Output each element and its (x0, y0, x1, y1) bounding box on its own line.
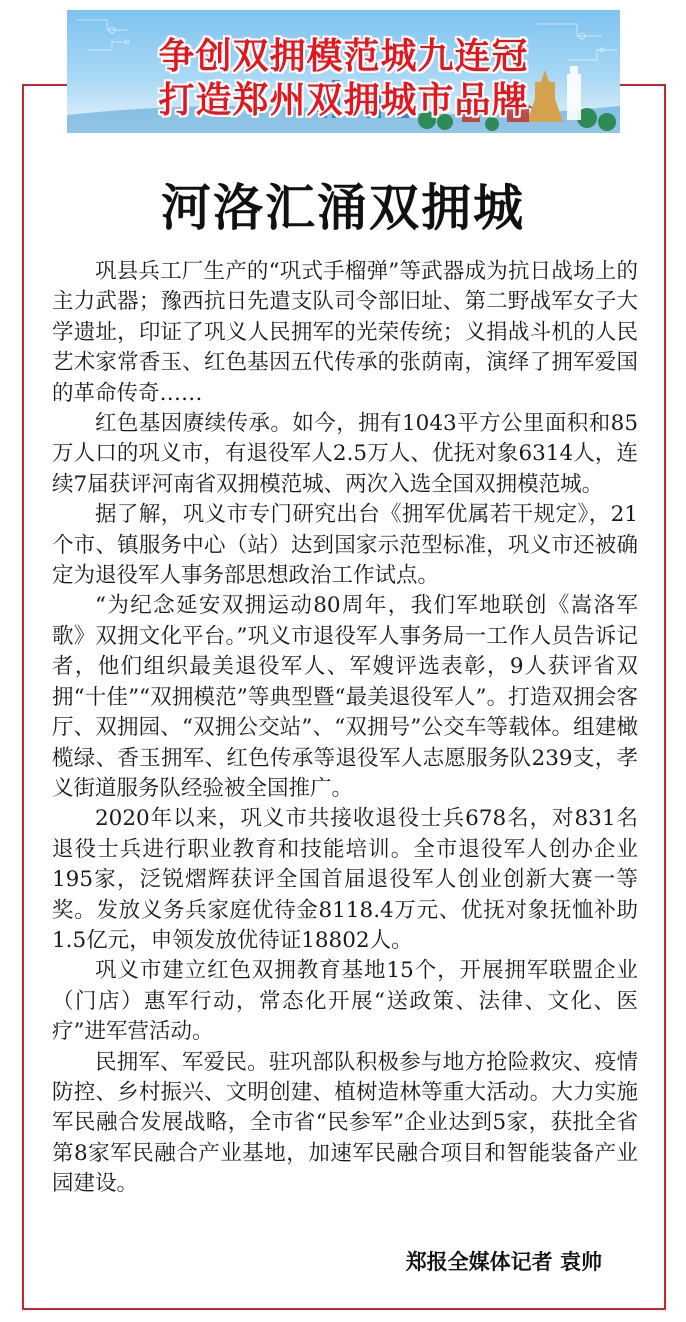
article-body (52, 257, 638, 1200)
frame-top-right-edge (620, 84, 666, 86)
paragraph: 2020年以来，巩义市共接收退役士兵678名，对831名退役士兵进行职业教育和技能培训。全市退役军人创办企业195家，泛锐熠辉获评全国首届退役军人创业创新大赛一等奖。发放义务兵家庭优待金8118.4万元、优抚对象抚恤补助1.5亿元，申领发放优待证18802人。 (52, 806, 638, 953)
article-headline: 河洛汇涌双拥城 (161, 179, 525, 237)
banner-title-line-2: 打造郑州双拥城市品牌 (158, 80, 529, 121)
paragraph: 红色基因赓续传承。如今，拥有1043平方公里面积和85万人口的巩义市，有退役军人2.5万人、优抚对象6314人，连续7届获评河南省双拥模范城、两次入选全国双拥模范城。 (52, 411, 638, 497)
paragraph: 巩义市建立红色双拥教育基地15个，开展拥军联盟企业（门店）惠军行动，常态化开展“送政策、法律、文化、医疗”进军营活动。 (52, 958, 638, 1045)
paragraph: “为纪念延安双拥运动80周年，我们军地联创《嵩洛军歌》双拥文化平台。”巩义市退役军人事务局一工作人员告诉记者，他们组织最美退役军人、军嫂评选表彰，9人获评省双拥“十佳”“双拥模范”等典型暨“最美退役军人”。打造双拥会客厅、双拥园、“双拥公交站”、“双拥号”公交车等载体。组建橄榄绿、香玉拥军、红色传承等退役军人志愿服务队239支，孝义街道服务队经验被全国推广。 (52, 593, 638, 801)
paragraph: 据了解，巩义市专门研究出台《拥军优属若干规定》，21个市、镇服务中心（站）达到国家示范型标准，巩义市还被确定为退役军人事务部思想政治工作试点。 (52, 502, 638, 589)
frame-top-left-edge (22, 84, 68, 86)
paragraph: 民拥军、军爱民。驻巩部队积极参与地方抢险救灾、疫情防控、乡村振兴、文明创建、植树造林等重大活动。大力实施军民融合发展战略，全市省“民参军”企业达到5家，获批全省第8家军民融合产业基地，加速军民融合项目和智能装备产业园建设。 (52, 1049, 638, 1197)
header-banner (67, 10, 620, 133)
banner-title-line-1: 争创双拥模范城九连冠 (158, 36, 529, 77)
paragraph: 巩县兵工厂生产的“巩式手榴弹”等武器成为抗日战场上的主力武器；豫西抗日先遣支队司令部旧址、第二野战军女子大学遗址，印证了巩义人民拥军的光荣传统；义捐战斗机的人民艺术家常香玉、红色基因五代传承的张荫南，演绎了拥军爱国的革命传奇…… (52, 259, 638, 406)
article-byline: 郑报全媒体记者 袁帅 (405, 1250, 602, 1274)
